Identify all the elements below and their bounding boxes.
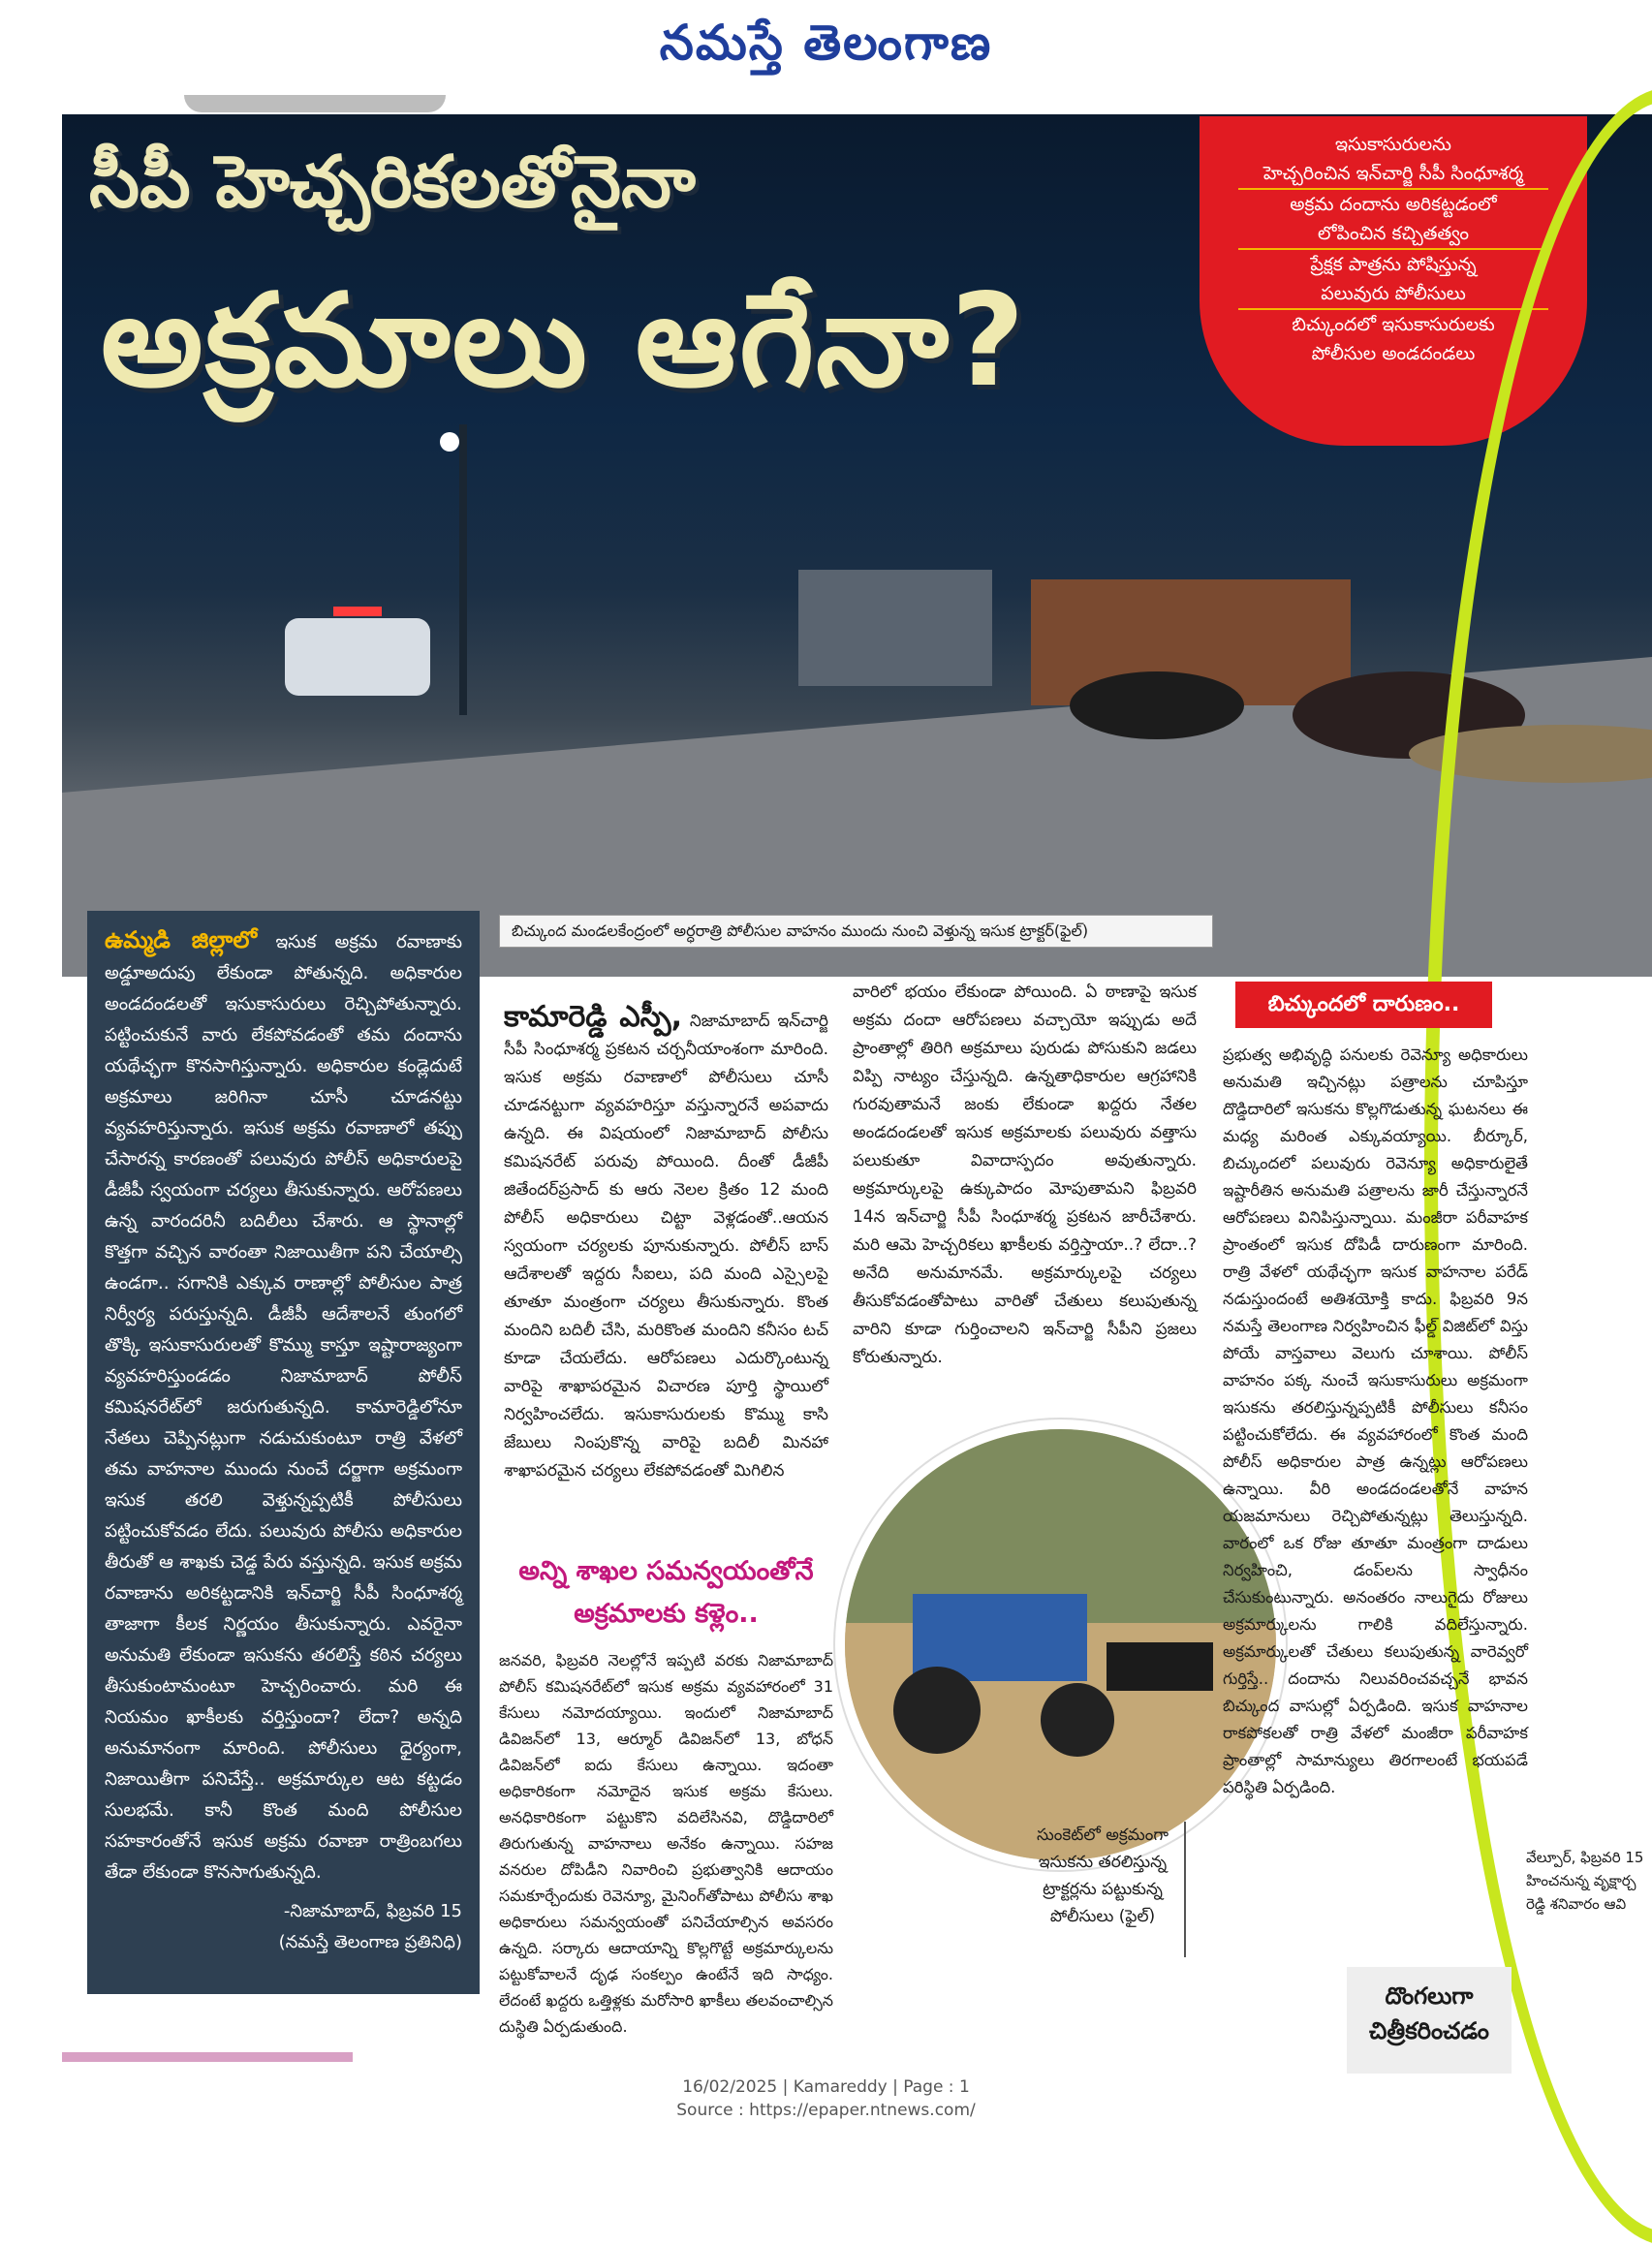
highlight-item: లోపించిన కచ్చితత్వం <box>1238 219 1548 250</box>
highlight-item: అక్రమ దందాను అరికట్టడంలో <box>1290 194 1497 215</box>
middle-column <box>504 1000 828 1485</box>
sidebar-byline: (నమస్తే తెలంగాణ ప్రతినిధి) <box>278 1932 462 1952</box>
photo-caption-strip <box>499 915 1213 948</box>
motorcycle <box>1070 671 1244 739</box>
tractor-scene <box>845 1429 1276 1860</box>
right-box-line-2: చిత్రీకరించడం <box>1369 2017 1489 2044</box>
highlight-item: హెచ్చరించిన ఇన్‌చార్జి సీపీ సింధూశర్మ <box>1238 159 1548 190</box>
parked-motorcycle <box>1107 1642 1213 1691</box>
masthead <box>0 0 1652 87</box>
right-text: వారిలో భయం లేకుండా పోయింది. ఏ ఠాణాపై ఇసుక అక్రమ దందా ఆరోపణలు వచ్చాయో ఇప్పుడు అదే ప్రాంతాల్లో తిరిగి అక్రమాలు పురుడు పోసుకుని జడలు విప్పి నాట్యం చేస్తున్నది. ఉన్నతాధికారుల ఆగ్రహానికి గురవుతామనే జంకు లేకుండా ఖద్దరు నేతల అండదండలతో ఇసుక అక్రమాలకు పలువురు వత్తాసు పలుకుతూ వివాదాస్పదం అవుతున్నారు. అక్రమార్కులపై ఉక్కుపాదం మోపుతామని ఫిబ్రవరి 14న ఇన్‌చార్జి సీపీ సింధూశర్మ ప్రకటన జారీచేశారు. మరి ఆమె హెచ్చరికలు ఖాకీలకు వర్తిస్తాయా..? లేదా..? అనేది అనుమానమే. అక్రమార్కులపై చర్యలు తీసుకోవడంతోపాటు వారితో చేతులు కలుపుతున్న వారిని కూడా గుర్తించాలని ఇన్‌చార్జి సీపీని ప్రజలు కోరుతున్నారు. <box>853 983 1197 1367</box>
electric-pole <box>459 424 467 715</box>
highlight-item: ఇసుకాసురులను <box>1334 134 1452 155</box>
decorative-strip <box>62 2052 353 2062</box>
sidebar-lead: ఉమ్మడి జిల్లాలో <box>105 926 258 953</box>
tractor-circle-photo <box>835 1419 1286 1870</box>
right-edge-box <box>1347 1967 1512 2074</box>
tractor-wheel <box>1041 1683 1114 1757</box>
footer <box>0 2075 1652 2122</box>
bichkunda-text: ప్రభుత్వ అభివృద్ధి పనులకు రెవెన్యూ అధికారులు అనుమతి ఇచ్చినట్లు పత్రాలను చూపిస్తూ దొడ్డిదారిలో ఇసుకను కొల్లగొడుతున్న ఘటనలు ఈ మధ్య మరింత ఎక్కువయ్యాయి. బీర్కూర్, బిచ్కుందలో పలువురు రెవెన్యూ అధికారులైతే ఇష్టారీతిన అనుమతి పత్రాలను జారీ చేస్తున్నారనే ఆరోపణలు వినిపిస్తున్నాయి. మంజీరా పరీవాహక ప్రాంతంలో ఇసుక దోపిడీ దారుణంగా మారింది. రాత్రి వేళలో యథేచ్ఛగా ఇసుక వాహనాల పరేడ్ నడుస్తుందంటే అతిశయోక్తి కాదు. ఫిబ్రవరి 9న నమస్తే తెలంగాణ నిర్వహించిన ఫీల్డ్ విజిట్‌లో విస్తు పోయే వాస్తవాలు వెలుగు చూశాయి. పోలీస్ వాహనం పక్క నుంచే ఇసుకాసురులు అక్రమంగా ఇసుకను తరలిస్తున్నప్పటికీ పోలీసులు కనీసం పట్టించుకోలేదు. ఈ వ్యవహారంలో కొంత మంది పోలీస్ అధికారుల పాత్ర ఉన్నట్లు ఆరోపణలు ఉన్నాయి. వీరి అండదండలతోనే వాహన యజమానులు రెచ్చిపోతున్నట్లు తెలుస్తున్నది. వారంలో ఒక రోజు తూతూ మంత్రంగా దాడులు నిర్వహించి, డంప్‌లను స్వాధీనం చేసుకుంటున్నారు. అనంతరం నాలుగైదు రోజులు అక్రమార్కులను గాలికి వదిలేస్తున్నారు. అక్రమార్కులతో చేతులు కలుపుతున్న వారెవ్వరో గుర్తిస్తే.. దందాను నిలువరించవచ్చనే భావన బిచ్కుంద వాసుల్లో ఏర్పడింది. ఇసుక వాహనాల రాకపోకలతో రాత్రి వేళలో మంజీరా పరీవాహక ప్రాంతాల్లో సామాన్యులు తిరగాలంటే భయపడే పరిస్థితి ఏర్పడింది. <box>1223 1045 1528 1796</box>
masthead-decoration <box>184 95 446 112</box>
caption-pointer <box>1184 1822 1186 1957</box>
police-siren <box>333 607 382 616</box>
subhead-line-2: అక్రమాలకు కళ్లెం.. <box>574 1599 759 1629</box>
subhead <box>499 1550 833 1636</box>
photo-caption: బిచ్కుంద మండలకేంద్రంలో అర్ధరాత్రి పోలీసుల వాహనం ముందు నుంచి వెళ్తున్న ఇసుక ట్రాక్టర్(ఫైల్) <box>512 921 1089 940</box>
footer-edition: 16/02/2025 | Kamareddy | Page : 1 <box>682 2077 970 2097</box>
right-edge-caption: వేల్పూర్, ఫిబ్రవరి 15 హించనున్న వృక్షార్చ రెడ్డి శనివారం ఆవి <box>1526 1849 1644 1913</box>
right-column <box>853 979 1197 1372</box>
middle-text: నిజామాబాద్ ఇన్‌చార్జి సీపీ సింధూశర్మ ప్రకటన చర్చనీయాంశంగా మారింది. ఇసుక అక్రమ రవాణాలో పోలీసులు చూసీ చూడనట్టుగా వ్యవహరిస్తూ వస్తున్నారనే అపవాదు ఉన్నది. ఈ విషయంలో నిజామాబాద్ పోలీసు కమిషనరేట్ పరువు పోయింది. దీంతో డీజీపీ జితేందర్‌ప్రసాద్ కు ఆరు నెలల క్రితం 12 మంది పోలీస్ అధికారులు చిట్టా వెళ్లడంతో..ఆయన స్వయంగా చర్యలకు పూనుకున్నారు. పోలీస్ బాస్ ఆదేశాలతో ఇద్దరు సీఐలు, పది మంది ఎస్సైలపై తూతూ మంత్రంగా చర్యలు తీసుకున్నారు. కొంత మందిని బదిలీ చేసి, మరికొంత మందిని కనీసం టచ్ కూడా చేయలేదు. ఆరోపణలు ఎదుర్కొంటున్న వారిపై శాఖాపరమైన విచారణ పూర్తి స్థాయిలో నిర్వహించలేదు. ఇసుకాసురులకు కొమ్ము కాసి జేబులు నింపుకొన్న వారిపై బదిలీ మినహా శాఖాపరమైన చర్యలు లేకపోవడంతో మిగిలిన <box>504 1012 828 1481</box>
bichkunda-column <box>1223 1042 1528 1801</box>
headline-line-1: సీపీ హెచ్చరికలతోనైనా <box>89 140 696 224</box>
tin-shed <box>798 570 992 686</box>
highlight-item: ప్రేక్షక పాత్రను పోషిస్తున్న <box>1310 254 1477 275</box>
bottom-text: జనవరి, ఫిబ్రవరి నెలల్లోనే ఇప్పటి వరకు నిజామాబాద్ పోలీస్ కమిషనరేట్‌లో ఇసుక అక్రమ వ్యవహారంలో 31 కేసులు నమోదయ్యాయి. ఇందులో నిజామాబాద్ డివిజన్‌లో 13, ఆర్మూర్ డివిజన్‌లో 13, బోధన్ డివిజన్‌లో ఐదు కేసులు ఉన్నాయి. ఇదంతా అధికారికంగా నమోదైన ఇసుక అక్రమ కేసులు. అనధికారికంగా పట్టుకొని వదిలేసినవి, దొడ్డిదారిలో తిరుగుతున్న వాహనాలు అనేకం ఉన్నాయి. సహజ వనరుల దోపిడీని నివారించి ప్రభుత్వానికి ఆదాయం సమకూర్చేందుకు రెవెన్యూ, మైనింగ్‌తోపాటు పోలీసు శాఖ అధికారులు సమన్వయంతో పనిచేయాల్సిన అవసరం ఉన్నది. సర్కారు ఆదాయాన్ని కొల్లగొట్టే అక్రమార్కులను పట్టుకోవాలనే దృఢ సంకల్పం ఉంటేనే ఇది సాధ్యం. లేదంటే ఖద్దరు ఒత్తిళ్లకు మరోసారి ఖాకీలు తలవంచాల్సిన దుస్థితి ఏర్పడుతుంది. <box>499 1651 833 2036</box>
highlight-item: పోలీసుల అండదండలు <box>1311 343 1476 364</box>
sidebar-dateline: -నిజామాబాద్, ఫిబ్రవరి 15 <box>283 1901 462 1921</box>
bichkunda-tag: బిచ్కుందలో దారుణం.. <box>1235 982 1492 1028</box>
sidebar-text: ఇసుక అక్రమ రవాణాకు అడ్డూఅదుపు లేకుండా పోతున్నది. అధికారుల అండదండలతో ఇసుకాసురులు రెచ్చిపోతున్నారు. పట్టించుకునే వారు లేకపోవడంతో తమ దందాను యథేచ్ఛగా కొనసాగిస్తున్నారు. అధికారుల కండ్లెదుటే అక్రమాలు జరిగినా చూసీ చూడనట్టు వ్యవహరిస్తున్నారు. ఇసుక అక్రమ రవాణాలో తప్పు చేసారన్న కారణంతో పలువురు పోలీస్ అధికారులపై డీజీపీ స్వయంగా చర్యలు తీసుకున్నారు. ఆరోపణలు ఉన్న వారందరినీ బదిలీలు చేశారు. ఆ స్థానాల్లో కొత్తగా వచ్చిన వారంతా నిజాయితీగా పని చేయాల్సి ఉండగా.. సగానికి ఎక్కువ రాణాల్లో పోలీసుల పాత్ర నిర్వీర్య పరుస్తున్నది. డీజీపీ ఆదేశాలనే తుంగలో తొక్కి ఇసుకాసురులతో కొమ్ము కాస్తూ ఇష్టారాజ్యంగా వ్యవహరిస్తుండడం నిజామాబాద్ పోలీస్ కమిషనరేట్‌లో జరుగుతున్నది. కామారెడ్డిలోనూ నేతలు చెప్పినట్లుగా నడుచుకుంటూ రాత్రి వేళలో తమ వాహనాల ముందు నుంచే దర్జాగా అక్రమంగా ఇసుక తరలి వెళ్తున్నప్పటికీ పోలీసులు పట్టించుకోవడం లేదు. పలువురు పోలీసు అధికారుల తీరుతో ఆ శాఖకు చెడ్డ పేరు వస్తున్నది. ఇసుక అక్రమ రవాణాను అరికట్టడానికి ఇన్‌చార్జి సీపీ సింధూశర్మ తాజాగా కీలక నిర్ణయం తీసుకున్నారు. ఎవరైనా అనుమతి లేకుండా ఇసుకను తరలిస్తే కఠిన చర్యలు తీసుకుంటామంటూ హెచ్చరించారు. మరి ఈ నియమం ఖాకీలకు వర్తిస్తుందా? లేదా? అన్నది అనుమానంగా మారింది. పోలీసులు ధైర్యంగా, నిజాయితీగా పనిచేస్తే.. అక్రమార్కుల ఆట కట్టడం సులభమే. కానీ కొంత మంది పోలీసుల సహకారంతోనే ఇసుక అక్రమ రవాణా రాత్రింబగలు తేడా లేకుండా కొనసాగుతున్నది. <box>105 932 462 1883</box>
right-box-line-1: దొంగలుగా <box>1385 1982 1474 2010</box>
bottom-column <box>499 1647 833 2040</box>
subhead-line-1: అన్ని శాఖల సమన్వయంతోనే <box>518 1556 814 1586</box>
footer-source: Source : https://epaper.ntnews.com/ <box>676 2101 976 2120</box>
middle-lead: కామారెడ్డి ఎస్పీ, <box>504 1000 682 1034</box>
tractor-wheel <box>893 1667 981 1754</box>
masthead-title: నమస్తే తెలంగాణ <box>659 14 993 71</box>
circle-photo-caption: సుంకెట్‌లో అక్రమంగా ఇసుకను తరలిస్తున్న ట్రాక్టర్లను పట్టుకున్న పోలీసులు (ఫైల్) <box>1036 1825 1169 1926</box>
headline-line-2: అక్రమాలు ఆగేనా? <box>101 266 1027 416</box>
sidebar-column <box>87 911 480 1994</box>
highlight-item: పలువురు పోలీసులు <box>1238 279 1548 310</box>
police-car <box>285 618 430 696</box>
highlight-item: బిచ్కుందలో ఇసుకాసురులకు <box>1292 314 1495 335</box>
